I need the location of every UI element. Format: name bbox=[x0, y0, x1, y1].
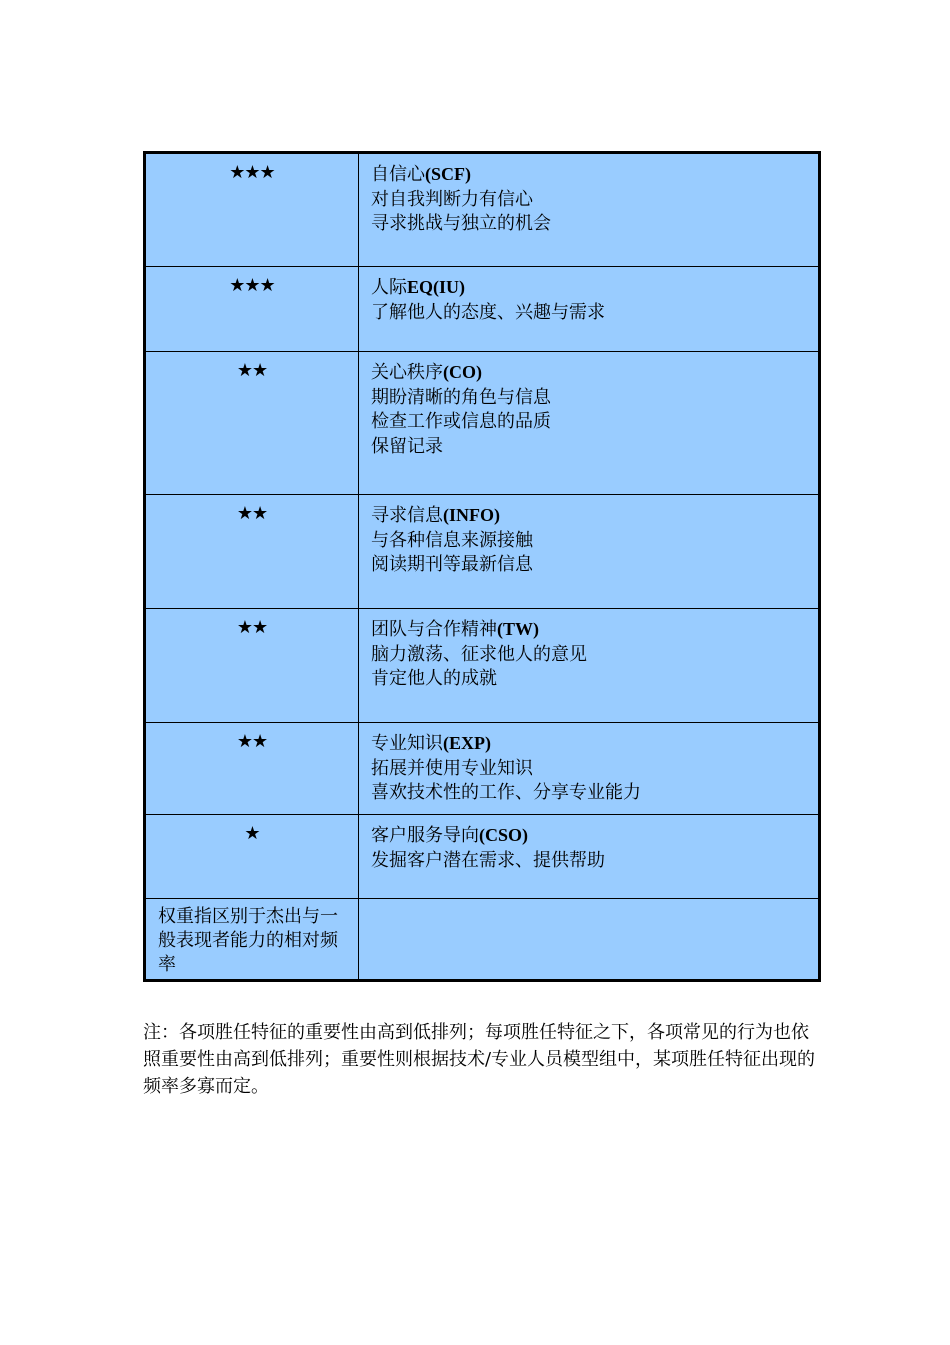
table-row bbox=[145, 153, 820, 267]
behavior-item: 与各种信息来源接触 bbox=[371, 529, 533, 551]
competency-title: 专业知识(EXP) bbox=[371, 733, 491, 754]
behavior-item: 期盼清晰的角色与信息 bbox=[371, 386, 551, 408]
weight-definition-label: 权重指区别于杰出与一般表现者能力的相对频率 bbox=[145, 899, 359, 981]
table-row bbox=[145, 267, 820, 352]
weight-stars: ★★ bbox=[145, 723, 359, 815]
competency-description bbox=[359, 815, 820, 899]
table-row bbox=[145, 495, 820, 609]
table-footer-row bbox=[145, 899, 820, 981]
behavior-item: 保留记录 bbox=[371, 435, 443, 457]
behavior-item: 喜欢技术性的工作、分享专业能力 bbox=[371, 782, 641, 803]
competency-table bbox=[143, 151, 821, 982]
competency-description bbox=[359, 609, 820, 723]
competency-description bbox=[359, 352, 820, 495]
competency-description bbox=[359, 267, 820, 352]
weight-definition-value bbox=[359, 899, 820, 981]
competency-title: 寻求信息(INFO) bbox=[371, 505, 500, 526]
weight-stars: ★★ bbox=[145, 495, 359, 609]
behavior-item: 脑力激荡、征求他人的意见 bbox=[371, 643, 587, 665]
competency-description bbox=[359, 495, 820, 609]
competency-description bbox=[359, 153, 820, 267]
behavior-item: 对自我判断力有信心 bbox=[371, 188, 533, 210]
competency-description bbox=[359, 723, 820, 815]
behavior-item: 了解他人的态度、兴趣与需求 bbox=[371, 301, 605, 323]
weight-stars: ★★ bbox=[145, 609, 359, 723]
weight-stars: ★★★ bbox=[145, 267, 359, 352]
competency-title: 人际EQ(IU) bbox=[371, 277, 465, 298]
weight-stars: ★ bbox=[145, 815, 359, 899]
competency-title: 关心秩序(CO) bbox=[371, 362, 482, 383]
behavior-item: 发掘客户潜在需求、提供帮助 bbox=[371, 849, 605, 871]
table-row bbox=[145, 815, 820, 899]
competency-title: 团队与合作精神(TW) bbox=[371, 619, 539, 640]
competency-title: 自信心(SCF) bbox=[371, 164, 471, 185]
footnote: 注：各项胜任特征的重要性由高到低排列；每项胜任特征之下，各项常见的行为也依照重要性由高到低排列；重要性则根据技术/专业人员模型组中，某项胜任特征出现的频率多寡而定。 bbox=[143, 1022, 816, 1097]
behavior-item: 拓展并使用专业知识 bbox=[371, 757, 533, 779]
behavior-item: 寻求挑战与独立的机会 bbox=[371, 213, 551, 234]
table-row bbox=[145, 723, 820, 815]
behavior-item: 检查工作或信息的品质 bbox=[371, 411, 551, 432]
weight-stars: ★★ bbox=[145, 352, 359, 495]
behavior-item: 阅读期刊等最新信息 bbox=[371, 554, 533, 575]
weight-stars: ★★★ bbox=[145, 153, 359, 267]
table-row bbox=[145, 609, 820, 723]
behavior-item: 肯定他人的成就 bbox=[371, 668, 497, 689]
table-row bbox=[145, 352, 820, 495]
competency-title: 客户服务导向(CSO) bbox=[371, 825, 528, 846]
